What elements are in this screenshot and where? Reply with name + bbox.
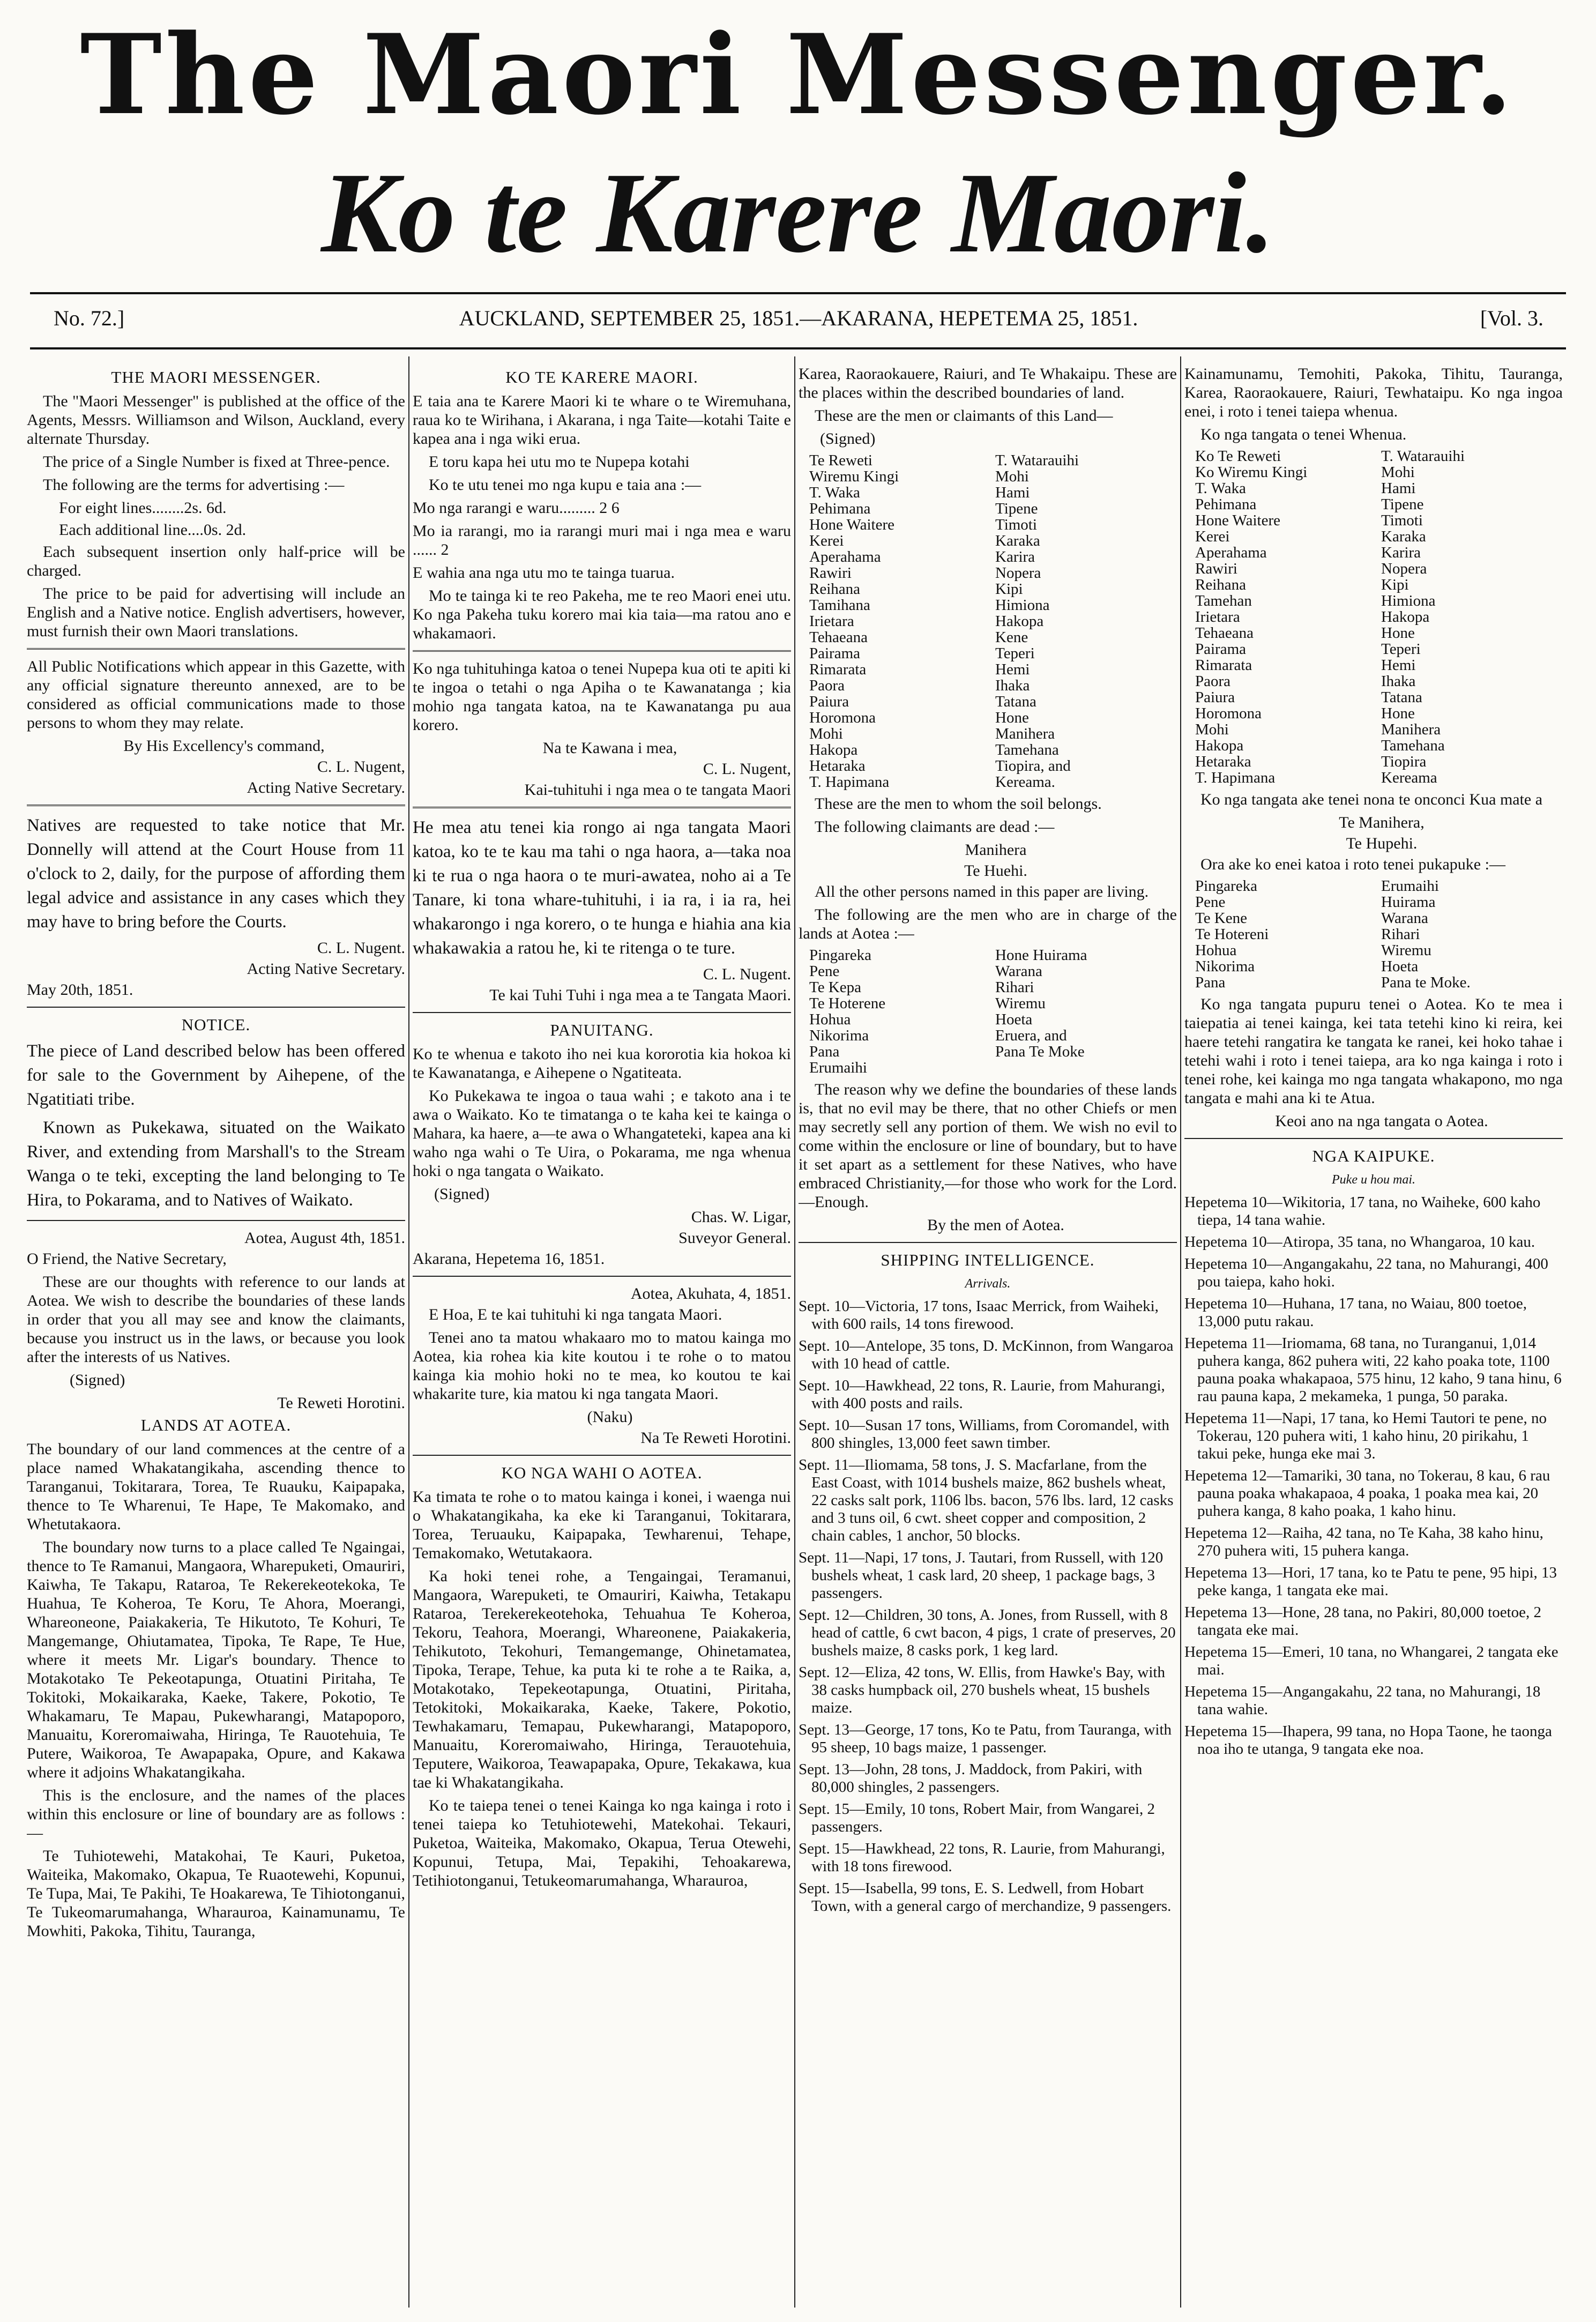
notice-signature: C. L. Nugent, <box>317 758 405 776</box>
paragraph: Ko nga tangata ake tenei nona te onconci Kua mate a <box>1200 791 1543 808</box>
list-item: Karira <box>1381 544 1421 561</box>
paragraph: The following are the terms for advertising :— <box>43 476 345 494</box>
paragraph: E Hoa, E te kai tuhituhi ki nga tangata Maori. <box>429 1306 722 1323</box>
section-heading: SHIPPING INTELLIGENCE. <box>881 1251 1095 1269</box>
claimants-left <box>809 452 991 790</box>
paragraph: These are the men or claimants of this Land— <box>815 407 1113 425</box>
letter-signature: Te Reweti Horotini. <box>277 1394 405 1412</box>
paragraph: Ko te taiepa tenei o tenei Kainga ko nga kainga i roto i tenei taiepa ko Tetuhiotewehi, Matekohai. Tekauri, Puketoa, Waiteika, Makomako, Okapua, Terua Otewehi, Kopunui, Tetupa, Mai, Tepakihi, Tehoakarewa, Tetihiotonganui, Tetukeomarumahanga, Wharauroa, <box>413 1797 791 1889</box>
list-item: Ko Te Reweti <box>1195 448 1281 465</box>
list-item: Manihera <box>1381 721 1441 738</box>
list-item: Ko Wiremu Kingi <box>1195 464 1308 481</box>
list-item: Karaka <box>995 532 1040 549</box>
list-item: Kipi <box>1381 576 1409 593</box>
list-item: Timoti <box>1381 512 1423 529</box>
list-item: Teperi <box>1381 641 1421 658</box>
list-item: Tehaeana <box>1195 624 1254 642</box>
list-item: Aperahama <box>1195 544 1267 561</box>
column-divider <box>794 356 795 2308</box>
list-item: Paiura <box>809 693 849 710</box>
list-item: Reihana <box>1195 576 1247 593</box>
paragraph: Ko te whenua e takoto iho nei kua kororotia kia hokoa ki te Kawanatanga, e Aihepene o Ngatiteata. <box>413 1045 791 1082</box>
list-item: Wiremu <box>1381 942 1431 959</box>
list-item: Pana <box>1195 974 1226 991</box>
letter-signature: Na Te Reweti Horotini. <box>640 1429 791 1447</box>
column-2 <box>413 364 791 2305</box>
list-item: Kerei <box>1195 528 1230 545</box>
notice-signature-title: Acting Native Secretary. <box>247 960 405 978</box>
list-item: Hemi <box>995 661 1030 678</box>
shipping-entry: Sept. 15—Isabella, 99 tons, E. S. Ledwell, from Hobart Town, with a general cargo of merchandize, 9 passengers. <box>799 1880 1172 1915</box>
section-subheading: Arrivals. <box>965 1277 1011 1291</box>
list-item: T. Watarauihi <box>995 452 1079 469</box>
shipping-entry: Hepetema 13—Hone, 28 tana, no Pakiri, 80,000 toetoe, 2 tangata eke mai. <box>1184 1604 1542 1639</box>
section-heading: LANDS AT AOTEA. <box>140 1416 292 1434</box>
section-subheading: Puke u hou mai. <box>1332 1173 1415 1187</box>
paragraph: Ora ake ko enei katoa i roto tenei pukapuke :— <box>1200 855 1505 873</box>
notice-paragraph: He mea atu tenei kia rongo ai nga tangata Maori katoa, ko te te kau ma tahi o nga haora, a—taka noa ki te rua o nga haora o te muri-awatea, noho ai a Te Tanare, ki tona whare-tuhituhi, i ia ra, i ia ra, hei whakarongo i nga korero, o te hunga e hiahia ana kia whakawakia a ratou he, ki te ritenga o te ture. <box>413 818 791 958</box>
list-item: Paora <box>1195 673 1231 690</box>
column-divider <box>1180 356 1181 2308</box>
list-item: Te Reweti <box>809 452 872 469</box>
list-item: Pana <box>809 1043 840 1060</box>
list-item: Rawiri <box>1195 560 1237 577</box>
caretakers-left <box>809 947 991 1076</box>
issue-volume: [Vol. 3. <box>1480 306 1543 330</box>
dateline <box>32 300 1565 338</box>
list-item: Kereama <box>1381 769 1437 786</box>
shipping-entry: Hepetema 10—Atiropa, 35 tana, no Whangaroa, 10 kau. <box>1184 1233 1535 1251</box>
list-item: Hakopa <box>995 613 1044 630</box>
list-item: Karaka <box>1381 528 1426 545</box>
shipping-entry: Sept. 10—Victoria, 17 tons, Isaac Merrick, from Waiheki, with 600 rails, 14 tons firewood. <box>799 1298 1159 1333</box>
paragraph: Tenei ano ta matou whakaaro mo to matou kainga mo Aotea, kia rohea kia kite koutou i te rohe o to matou kainga kia mohio hoki no te mea, ko koutou te kai whakarite ture, kia matou ki nga tangata Maori. <box>413 1329 791 1403</box>
paragraph: The "Maori Messenger" is published at the office of the Agents, Messrs. Williamson and Wilson, Auckland, every alternate Thursday. <box>27 392 405 448</box>
section-heading: NOTICE. <box>181 1015 251 1034</box>
list-item: Karira <box>995 548 1035 565</box>
list-item: Hoeta <box>1381 958 1419 975</box>
shipping-entry: Hepetema 10—Huhana, 17 tana, no Waiau, 800 toetoe, 13,000 putu rakau. <box>1184 1295 1527 1330</box>
separator <box>413 1276 791 1277</box>
letter-signature: Keoi ano na nga tangata o Aotea. <box>1275 1112 1488 1130</box>
panui-date: Akarana, Hepetema 16, 1851. <box>413 1250 605 1268</box>
list-item: T. Waka <box>1195 480 1246 497</box>
shipping-entry: Hepetema 12—Tamariki, 30 tana, no Tokerau, 8 kau, 6 rau pauna poaka whakapaoa, 4 poaka, 1 poaka mea kai, 20 puhera kanga, 8 kaho poaka, 1 kaho hinu. <box>1184 1467 1550 1520</box>
caretakers-list <box>809 947 1177 1076</box>
separator <box>1184 1138 1563 1139</box>
deceased-name: Te Hupehi. <box>1346 835 1418 852</box>
paragraph: Karea, Raoraokauere, Raiuri, and Te Whakaipu. These are the places within the described boundaries of land. <box>799 365 1177 401</box>
list-item: Hakopa <box>809 741 858 758</box>
separator <box>413 1012 791 1013</box>
notice-signature: C. L. Nugent, <box>703 760 791 778</box>
notice-paragraph: Natives are requested to take notice that Mr. Donnelly will attend at the Court House from 11 o'clock to 2, daily, for the purpose of affording them legal advice and assistance in any cases which they may have to bring before the Courts. <box>27 816 405 932</box>
shipping-entry: Sept. 12—Eliza, 42 tons, W. Ellis, from Hawke's Bay, with 38 casks humpback oil, 270 bushels wheat, 15 bushels maize. <box>799 1664 1165 1716</box>
list-item: Himiona <box>1381 592 1436 609</box>
notice-authority: By His Excellency's command, <box>123 737 325 755</box>
signed-label: (Signed) <box>434 1185 490 1203</box>
newspaper-title: The Maori Messenger. <box>80 11 1516 139</box>
shipping-entry: Hepetema 12—Raiha, 42 tana, no Te Kaha, 38 kaho hinu, 270 puhera witi, 15 puhera kanga. <box>1184 1524 1543 1559</box>
advertising-term: Mo nga rarangi e waru......... 2 6 <box>413 499 620 517</box>
signed-label: (Signed) <box>820 430 876 448</box>
claimants-list <box>1195 448 1563 786</box>
paragraph: Ko nga tangata o tenei Whenua. <box>1200 426 1407 443</box>
separator <box>799 1242 1177 1243</box>
list-item: Kene <box>995 629 1028 646</box>
list-item: Pairama <box>1195 641 1247 658</box>
shipping-entry: Sept. 10—Antelope, 35 tons, D. McKinnon, from Wangaroa with 10 head of cattle. <box>799 1337 1174 1372</box>
list-item: Kipi <box>995 580 1023 598</box>
paragraph: E wahia ana nga utu mo te tainga tuarua. <box>413 564 675 582</box>
notice-signature-title: Te kai Tuhi Tuhi i nga mea a te Tangata Maori. <box>489 986 791 1004</box>
letter-signed: (Naku) <box>587 1408 633 1426</box>
list-item: Erumaihi <box>809 1059 867 1076</box>
list-item: Tipene <box>995 500 1038 517</box>
list-item: Hone Huirama <box>995 947 1087 964</box>
list-item: Ihaka <box>1381 673 1416 690</box>
advertising-term: For eight lines........2s. 6d. <box>59 499 227 517</box>
list-item: Hakopa <box>1195 737 1244 754</box>
list-item: Hone Waitere <box>1195 512 1280 529</box>
list-item: Nikorima <box>1195 958 1255 975</box>
paragraph: The price of a Single Number is fixed at Three-pence. <box>43 453 390 471</box>
separator <box>27 648 405 650</box>
list-item: Nopera <box>1381 560 1427 577</box>
letter-date: Aotea, Akuhata, 4, 1851. <box>630 1285 791 1303</box>
shipping-entry: Hepetema 15—Angangakahu, 22 tana, no Mahurangi, 18 tana wahie. <box>1184 1683 1541 1718</box>
list-item: Hakopa <box>1381 608 1430 626</box>
letter-body: These are our thoughts with reference to our lands at Aotea. We wish to describe the boundaries of these lands in order that you all may see and know the claimants, because you instruct us in the laws, or because you look after the interests of us Natives. <box>27 1273 405 1366</box>
letter-salutation: O Friend, the Native Secretary, <box>27 1250 227 1268</box>
notice-authority: Na te Kawana i mea, <box>542 739 677 757</box>
paragraph: The following claimants are dead :— <box>815 818 1055 836</box>
list-item: Te Kene <box>1195 910 1247 927</box>
paragraph: All the other persons named in this paper are living. <box>815 883 1149 900</box>
section-heading: KO TE KARERE MAORI. <box>505 368 698 386</box>
paragraph: Te Tuhiotewehi, Matakohai, Te Kauri, Puketoa, Waiteika, Makomako, Okapua, Te Ruaotewehi, Kopunui, Te Tupa, Mai, Te Pakihi, Te Hoakarewa, Te Tihiotonganui, Te Tukeomarumahanga, Wharauroa, Kainamunamu, Te Mowhiti, Pakoka, Tihitu, Tauranga, <box>27 1847 405 1940</box>
dateline-rule <box>30 347 1566 349</box>
shipping-entry: Sept. 10—Susan 17 tons, Williams, from Coromandel, with 800 shingles, 13,000 feet sawn timber. <box>799 1417 1169 1452</box>
list-item: Tamehan <box>1195 592 1252 609</box>
column-3 <box>799 364 1177 2305</box>
notice-paragraph: All Public Notifications which appear in this Gazette, with any official signature thereunto annexed, are to be considered as official communications made to those persons to whom they may relate. <box>27 658 405 732</box>
separator <box>27 1007 405 1008</box>
list-item: Hone <box>1381 705 1415 722</box>
list-item: Rihari <box>995 979 1034 996</box>
list-item: Te Hotereni <box>1195 926 1269 943</box>
notice-signature: C. L. Nugent. <box>317 939 405 957</box>
list-item: Reihana <box>809 580 861 598</box>
shipping-entry: Sept. 15—Emily, 10 tons, Robert Mair, from Wangarei, 2 passengers. <box>799 1800 1155 1835</box>
list-item: T. Watarauihi <box>1381 448 1465 465</box>
section-heading: THE MAORI MESSENGER. <box>111 368 321 386</box>
caretakers-list <box>1195 878 1563 991</box>
shipping-entry: Sept. 15—Hawkhead, 22 tons, R. Laurie, from Mahurangi, with 18 tons firewood. <box>799 1840 1165 1875</box>
list-item: Kerei <box>809 532 844 549</box>
list-item: Hami <box>1381 480 1416 497</box>
list-item: Tiopira, and <box>995 757 1071 775</box>
deceased-name: Manihera <box>965 841 1027 859</box>
shipping-list <box>799 1298 1177 1915</box>
section-heading: NGA KAIPUKE. <box>1312 1147 1435 1165</box>
list-item: Rawiri <box>809 564 852 582</box>
shipping-entry: Hepetema 15—Emeri, 10 tana, no Whangarei, 2 tangata eke mai. <box>1184 1643 1558 1678</box>
list-item: Tatana <box>1381 689 1422 706</box>
caretakers-right <box>1381 878 1563 991</box>
list-item: Hetaraka <box>809 757 866 775</box>
shipping-entry: Sept. 12—Children, 30 tons, A. Jones, from Russell, with 8 head of cattle, 6 cwt bacon, 4 pigs, 1 crate of preserves, 20 bushels maize, 8 casks pork, 1 keg lard. <box>799 1606 1176 1659</box>
notice-paragraph: Known as Pukekawa, situated on the Waikato River, and extending from Marshall's to the Stream Wanga o te teki, excepting the land belonging to Te Hira, to Pokarama, and to Natives of Waikato. <box>27 1118 405 1210</box>
list-item: Pene <box>809 963 840 980</box>
section-heading: KO NGA WAHI O AOTEA. <box>501 1463 703 1482</box>
notice-signature-title: Kai-tuhituhi i nga mea o te tangata Maori <box>524 781 791 799</box>
list-item: Hetaraka <box>1195 753 1251 770</box>
shipping-entry: Sept. 11—Iliomama, 58 tons, J. S. Macfarlane, from the East Coast, with 1014 bushels maize, 862 bushels wheat, 22 casks salt pork, 1106 lbs. bacon, 576 lbs. lard, 12 casks and 3 tuns oil, 6 cwt. sheet copper and composition, 2 chain cables, 1 anchor, 50 blocks. <box>799 1456 1174 1544</box>
newspaper-subtitle: Ko te Karere Maori. <box>321 148 1275 277</box>
notice-signature-title: Acting Native Secretary. <box>247 779 405 797</box>
caretakers-right <box>995 947 1177 1076</box>
masthead <box>0 11 1596 280</box>
paragraph: E toru kapa hei utu mo te Nupepa kotahi <box>429 453 690 471</box>
list-item: Te Kepa <box>809 979 861 996</box>
list-item: Wiremu Kingi <box>809 468 899 485</box>
list-item: Huirama <box>1381 894 1436 911</box>
paragraph: This is the enclosure, and the names of the places within this enclosure or line of boundary are as follows :— <box>27 1787 405 1842</box>
list-item: Warana <box>1381 910 1428 927</box>
list-item: Horomona <box>1195 705 1262 722</box>
shipping-entry: Hepetema 10—Angangakahu, 22 tana, no Mahurangi, 400 pou taiepa, kaho hoki. <box>1184 1255 1548 1290</box>
paragraph: These are the men to whom the soil belongs. <box>815 795 1102 813</box>
claimants-list <box>809 452 1177 790</box>
separator <box>27 805 405 806</box>
list-item: Warana <box>995 963 1042 980</box>
shipping-entry: Hepetema 11—Napi, 17 tana, ko Hemi Tautori te pene, no Tokerau, 120 puhera witi, 1 kaho hinu, 20 pirikahu, 1 takui peke, hunga eke mai 3. <box>1184 1410 1547 1462</box>
list-item: Tamehana <box>1381 737 1445 754</box>
list-item: Nikorima <box>809 1027 869 1044</box>
paragraph: The following are the men who are in charge of the lands at Aotea :— <box>799 906 1177 942</box>
list-item: Irietara <box>809 613 854 630</box>
separator <box>413 650 791 652</box>
notice-paragraph: Ko nga tuhituhinga katoa o tenei Nupepa kua oti te apiti ki te ingoa o tetahi o nga Apiha o te Kawanatanga ; kia mohio nga tangata katoa, na te Kawanatanga pu aua korero. <box>413 660 791 734</box>
paragraph: The reason why we define the boundaries of these lands is, that no evil may be there, that no other Chiefs or men may secretly sell any portion of them. We wish no evil to come within the enclosure or line of boundary, but to have it set apart as a settlement for these Natives, who have embraced Christianity,—for those who work for the Lord.—Enough. <box>799 1081 1177 1211</box>
list-item: Pehimana <box>809 500 871 517</box>
paragraph: Ko te utu tenei mo nga kupu e taia ana :— <box>429 476 702 494</box>
column-divider <box>408 356 409 2308</box>
list-item: Pene <box>1195 894 1226 911</box>
list-item: T. Waka <box>809 484 860 501</box>
shipping-entry: Sept. 11—Napi, 17 tons, J. Tautari, from Russell, with 120 bushels wheat, 1 cask lard, 20 sheep, 1 package bags, 3 passengers. <box>799 1549 1164 1602</box>
shipping-entry: Hepetema 11—Iriomama, 68 tana, no Turanganui, 1,014 puhera kanga, 862 puhera witi, 22 kaho poaka tote, 1100 pauna poaka whakapaoa, 575 hinu, 12 kaho, 9 tana hinu, 6 rau pauna kapa, 2 mekameka, 1 punga, 50 paraka. <box>1184 1335 1562 1405</box>
list-item: Erumaihi <box>1381 877 1439 895</box>
list-item: Hemi <box>1381 657 1416 674</box>
list-item: Tehaeana <box>809 629 868 646</box>
list-item: Ihaka <box>995 677 1030 694</box>
list-item: Hone <box>1381 624 1415 642</box>
list-item: Irietara <box>1195 608 1240 626</box>
list-item: Hone <box>995 709 1029 726</box>
advertising-term: Mo ia rarangi, mo ia rarangi muri mai i nga mea e waru ...... 2 <box>413 522 791 559</box>
list-item: Mohi <box>1195 721 1229 738</box>
list-item: Rihari <box>1381 926 1420 943</box>
list-item: Kereama. <box>995 773 1055 791</box>
column-1 <box>27 364 405 2305</box>
list-item: Himiona <box>995 597 1050 614</box>
letter-signature: By the men of Aotea. <box>927 1216 1064 1234</box>
list-item: Tamehana <box>995 741 1059 758</box>
paragraph: Ko nga tangata pupuru tenei o Aotea. Ko te mea i taiepatia ai tenei kainga, kei tata tetehi kino ki reira, kei haere tetehi rangatira ke tangata ke ranei, kei hoko tahae i tetehi wahi i roto i tenei taiepa, ara ko nga kainga i roto i tenei rohe, kei kainga mo nga tangata whakapono, mo nga tangata e mahi ana ki te Atua. <box>1184 995 1563 1107</box>
list-item: Aperahama <box>809 548 881 565</box>
list-item: T. Hapimana <box>809 773 890 791</box>
list-item: Mohi <box>995 468 1029 485</box>
notice-signature: C. L. Nugent. <box>703 965 791 983</box>
claimants-right <box>1381 448 1563 786</box>
paragraph: Ko Pukekawa te ingoa o taua wahi ; e takoto ana i te awa o Waikato. Ko te timatanga o te kaha kei te kainga o Mahara, ka haere, a—te awa o Whangateteki, kapea ana ki waho nga wahi o Te Uira, o Pokarama, me nga whenua hoki o nga tangata o Waikato. <box>413 1087 791 1180</box>
list-item: Hami <box>995 484 1030 501</box>
list-item: Pana Te Moke <box>995 1043 1085 1060</box>
letter-signed: (Signed) <box>70 1371 125 1389</box>
list-item: Teperi <box>995 645 1035 662</box>
list-item: Wiremu <box>995 995 1046 1012</box>
paragraph: Ka timata te rohe o to matou kainga i konei, i waenga nui o Whakatangikaha, ka eke ki Taranganui, Tokitarara, Torea, Teruauku, Kaipapaka, Tewharenui, Tehape, Temakomako, Wetutakaora. <box>413 1488 791 1562</box>
letter-date: Aotea, August 4th, 1851. <box>244 1229 405 1247</box>
paragraph: The price to be paid for advertising will include an English and a Native notice. English advertisers, however, must furnish their own Maori translations. <box>27 585 405 640</box>
list-item: Pehimana <box>1195 496 1257 513</box>
shipping-entry: Sept. 10—Hawkhead, 22 tons, R. Laurie, from Mahurangi, with 400 posts and rails. <box>799 1377 1165 1412</box>
issue-date: AUCKLAND, SEPTEMBER 25, 1851.—AKARANA, HEPETEMA 25, 1851. <box>459 306 1138 330</box>
column-4 <box>1184 364 1563 2305</box>
list-item: Pingareka <box>809 947 871 964</box>
shipping-entry: Hepetema 13—Hori, 17 tana, ko te Patu te pene, 95 hipi, 13 peke kanga, 1 tangata eke mai. <box>1184 1564 1557 1599</box>
paragraph: The boundary now turns to a place called Te Ngaingai, thence to Te Ramanui, Mangaora, Wharepuketi, Omauriri, Kaiwha, Te Takapu, Rataroa, Te Rekerekeotekoka, Te Huahua, Te Koheroa, Te Koru, Te Ahora, Moerangi, Whareoneone, Paiakakeria, Te Hikutoto, Te Kohuri, Te Mangemange, Ohiutamatea, Tipoka, Te Rape, Te Hue, where it meets Mr. Ligar's boundary. Thence to Motakotako Te Pekeotapunga, Otuatini Piritaha, Te Tokitoki, Mokaikaraka, Kaeke, Takere, Pokotio, Te Whakamaru, Te Mapau, Pukewharangi, Matapoporo, Manuaitu, Koreromaiwaha, Hiringa, Te Rauotehuia, Te Putere, Waikoroa, Te Awapapaka, Opure, and Kakawa where it adjoins Whakatangikaha. <box>27 1538 405 1781</box>
paragraph: Kainamunamu, Temohiti, Pakoka, Tihitu, Tauranga, Karea, Raoraokauere, Raiuri, Tewhataipu. Ko nga ingoa enei, i roto i tenei taiepa whenua. <box>1184 365 1563 420</box>
deceased-name: Te Manihera, <box>1339 814 1425 831</box>
deceased-name: Te Huehi. <box>964 862 1027 880</box>
list-item: Manihera <box>995 725 1055 742</box>
list-item: Horomona <box>809 709 876 726</box>
notice-paragraph: The piece of Land described below has been offered for sale to the Government by Aihepene, of the Ngatitiati tribe. <box>27 1041 405 1109</box>
list-item: Paora <box>809 677 845 694</box>
list-item: Hone Waitere <box>809 516 894 533</box>
surveyor-title: Suveyor General. <box>678 1229 791 1247</box>
list-item: Hohua <box>809 1011 851 1028</box>
list-item: Mohi <box>809 725 843 742</box>
separator <box>27 1220 405 1221</box>
list-item: Tiopira <box>1381 753 1427 770</box>
list-item: Tatana <box>995 693 1036 710</box>
shipping-entry: Sept. 13—John, 28 tons, J. Maddock, from Pakiri, with 80,000 shingles, 2 passengers. <box>799 1761 1143 1796</box>
paragraph: Mo te tainga ki te reo Pakeha, me te reo Maori enei utu. Ko nga Pakeha tuku korero mai kia taia—ma ratou ano e whakamaori. <box>413 587 791 642</box>
paragraph: E taia ana te Karere Maori ki te whare o te Wiremuhana, raua ko te Wirihana, i Akarana, i nga Taite—kotahi Taite e kapea ana i nga wiki erua. <box>413 392 791 448</box>
list-item: Tipene <box>1381 496 1424 513</box>
list-item: Mohi <box>1381 464 1415 481</box>
list-item: T. Hapimana <box>1195 769 1276 786</box>
notice-date: May 20th, 1851. <box>27 981 133 999</box>
claimants-left <box>1195 448 1377 786</box>
paragraph: The boundary of our land commences at the centre of a place named Whakatangikaha, ascending thence to Taranganui, Tokitarara, Torea, Te Ruauku, Kaipapaka, thence to Te Wharenui, Te Hape, Te Makomako, and Whetutakaora. <box>27 1440 405 1533</box>
list-item: Pana te Moke. <box>1381 974 1471 991</box>
claimants-right <box>995 452 1177 790</box>
masthead-rule <box>30 292 1566 294</box>
paragraph: Each subsequent insertion only half-price will be charged. <box>27 543 405 579</box>
list-item: Eruera, and <box>995 1027 1067 1044</box>
list-item: Tamihana <box>809 597 870 614</box>
list-item: Paiura <box>1195 689 1235 706</box>
shipping-entry: Hepetema 10—Wikitoria, 17 tana, no Waiheke, 600 kaho tiepa, 14 tana wahie. <box>1184 1194 1541 1229</box>
shipping-list <box>1184 1194 1563 1758</box>
list-item <box>995 1060 1177 1076</box>
separator <box>413 807 791 808</box>
caretakers-left <box>1195 878 1377 991</box>
list-item: Rimarata <box>809 661 867 678</box>
list-item: Pingareka <box>1195 877 1257 895</box>
list-item: Hoeta <box>995 1011 1033 1028</box>
list-item: Te Hoterene <box>809 995 886 1012</box>
advertising-term: Each additional line....0s. 2d. <box>59 521 247 539</box>
list-item: Hohua <box>1195 942 1237 959</box>
issue-number: No. 72.] <box>54 306 125 330</box>
shipping-entry: Hepetema 15—Ihapera, 99 tana, no Hopa Taone, he taonga noa iho te utanga, 9 tangata eke noa. <box>1184 1723 1552 1758</box>
paragraph: Ka hoki tenei rohe, a Tengaingai, Teramanui, Mangaora, Warepuketi, te Omauriri, Kaiwha, Tetakapu Rataroa, Terekerekeotehoka, Tehuahua Te Koheroa, Tekoru, Teahora, Moerangi, Whareonene, Paiakakeria, Tehikutoto, Tekohuri, Temangemange, Ohinetamatea, Tipoka, Terape, Tehue, ka puta ki te rohe a te Raika, a, Motakotako, Tepekeotapunga, Otuatini, Piritaha, Tetokitoki, Mokaikaraka, Kaeke, Takere, Pokotio, Tewhakamaru, Temapau, Pukewharangi, Matapoporo, Manuaitu, Koreromaiwaho, Hiringa, Terauotehuia, Teputere, Waikoroa, Teawapapaka, Opure, Tekakawa, kua tae ki Whakatangikaha. <box>413 1567 791 1791</box>
list-item: Pairama <box>809 645 861 662</box>
list-item: Timoti <box>995 516 1037 533</box>
section-heading: PANUITANG. <box>550 1021 654 1039</box>
list-item: Rimarata <box>1195 657 1252 674</box>
separator <box>413 1455 791 1456</box>
list-item: Nopera <box>995 564 1041 582</box>
shipping-entry: Sept. 13—George, 17 tons, Ko te Patu, from Tauranga, with 95 sheep, 10 bags maize, 1 passenger. <box>799 1721 1172 1756</box>
surveyor-signature: Chas. W. Ligar, <box>691 1208 791 1226</box>
